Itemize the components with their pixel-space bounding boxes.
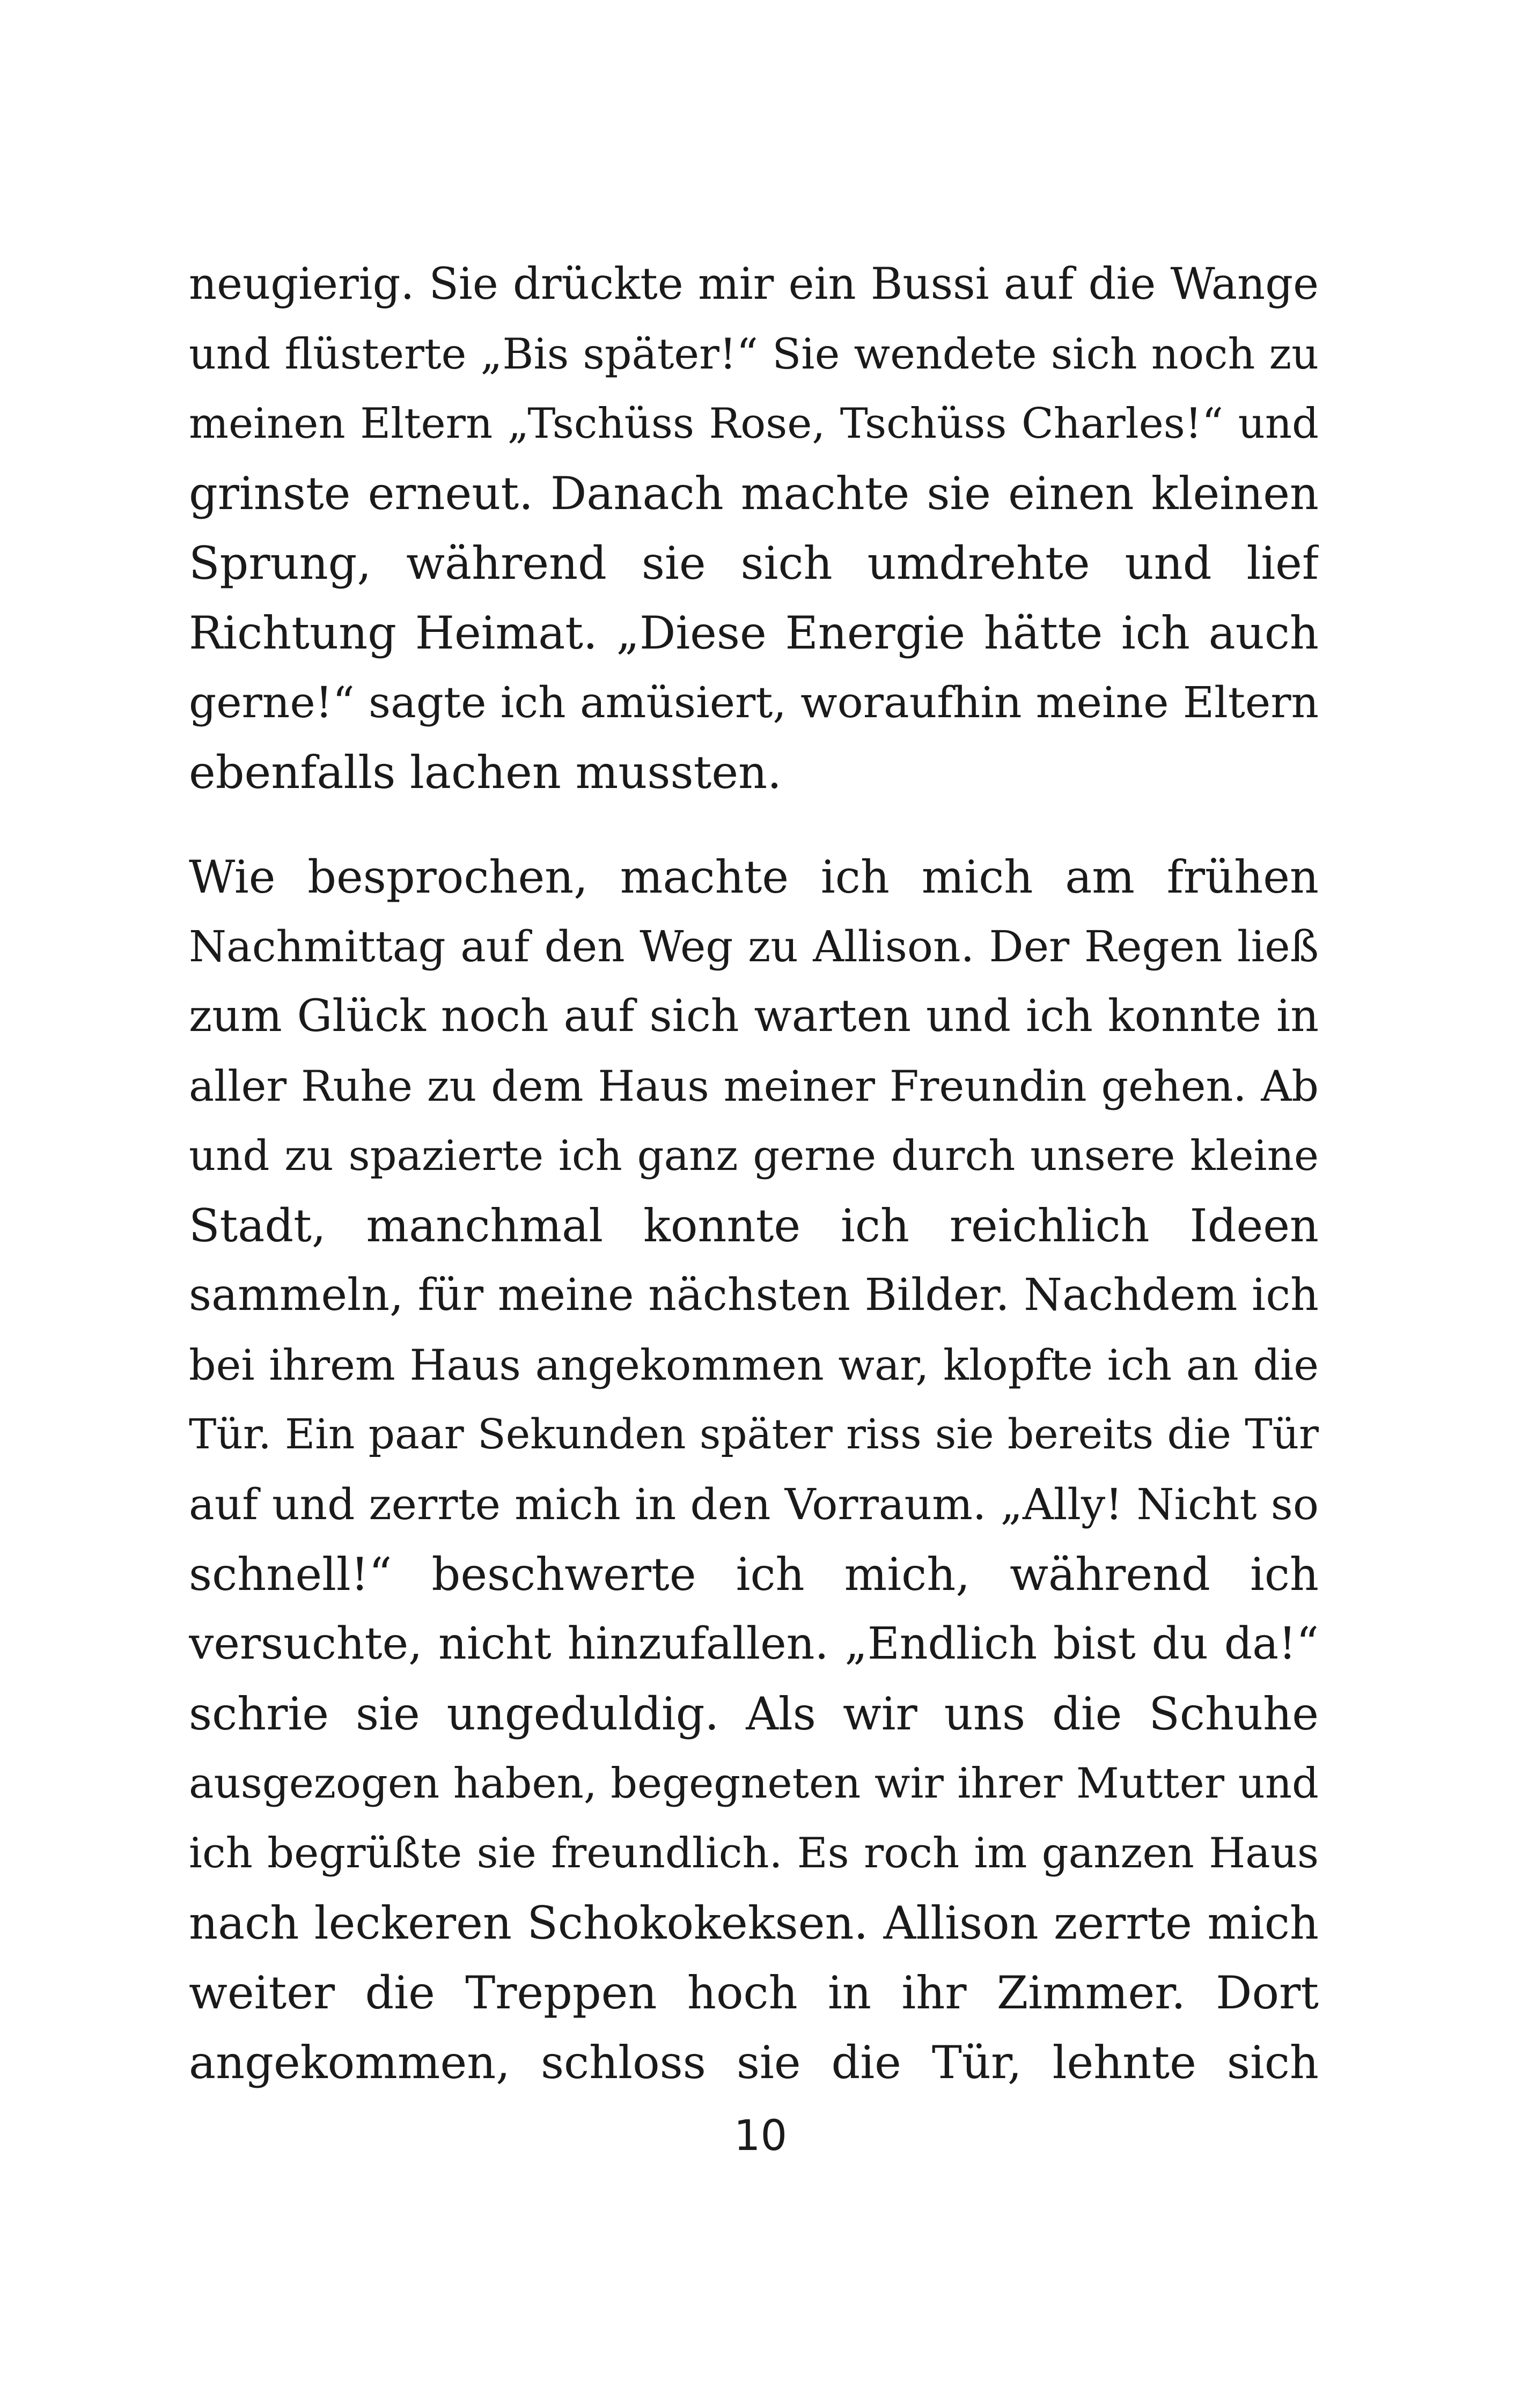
text-line: aller Ruhe zu dem Haus meiner Freundin gehen. Ab bbox=[189, 1062, 1319, 1111]
text-line: Richtung Heimat. „Diese Energie hätte ich auch bbox=[189, 607, 1319, 659]
text-line: und zu spazierte ich ganz gerne durch unsere kleine bbox=[189, 1132, 1319, 1180]
text-line: Nachmittag auf den Weg zu Allison. Der Regen ließ bbox=[189, 922, 1319, 971]
paragraph-2 bbox=[189, 842, 1319, 2097]
text-line: meinen Eltern „Tschüss Rose, Tschüss Charles!“ und bbox=[189, 400, 1319, 448]
text-line: weiter die Treppen hoch in ihr Zimmer. Dort bbox=[189, 1967, 1319, 2019]
text-line: ebenfalls lachen mussten. bbox=[189, 746, 782, 799]
text-line: Wie besprochen, machte ich mich am frühen bbox=[189, 851, 1319, 903]
text-line: nach leckeren Schokokeksen. Allison zerrte mich bbox=[189, 1897, 1319, 1949]
text-line: grinste erneut. Danach machte sie einen kleinen bbox=[189, 467, 1319, 520]
text-line: schrie sie ungeduldig. Als wir uns die Schuhe bbox=[189, 1688, 1319, 1740]
text-line: Stadt, manchmal konnte ich reichlich Ideen bbox=[189, 1199, 1319, 1252]
text-line: versuchte, nicht hinzufallen. „Endlich bist du da!“ bbox=[189, 1618, 1319, 1669]
text-line: schnell!“ beschwerte ich mich, während ich bbox=[189, 1548, 1319, 1601]
text-line: und flüsterte „Bis später!“ Sie wendete sich noch zu bbox=[189, 329, 1319, 379]
text-line: Sprung, während sie sich umdrehte und lief bbox=[189, 537, 1319, 590]
text-line: sammeln, für meine nächsten Bilder. Nachdem ich bbox=[189, 1270, 1319, 1321]
text-line: gerne!“ sagte ich amüsiert, woraufhin meine Eltern bbox=[189, 678, 1319, 727]
text-line: auf und zerrte mich in den Vorraum. „Ally! Nicht so bbox=[189, 1479, 1319, 1529]
text-line: bei ihrem Haus angekommen war, klopfte ich an die bbox=[189, 1341, 1319, 1390]
text-line: Tür. Ein paar Sekunden später riss sie bereits die Tür bbox=[189, 1411, 1319, 1459]
text-line: neugierig. Sie drückte mir ein Bussi auf die Wange bbox=[189, 259, 1319, 310]
text-line: ich begrüßte sie freundlich. Es roch im ganzen Haus bbox=[189, 1829, 1319, 1877]
paragraph-1 bbox=[189, 249, 1319, 807]
page-number: 10 bbox=[733, 2112, 788, 2160]
text-line: ausgezogen haben, begegneten wir ihrer Mutter und bbox=[189, 1759, 1319, 1808]
text-line: angekommen, schloss sie die Tür, lehnte sich bbox=[189, 2036, 1319, 2089]
text-line: zum Glück noch auf sich warten und ich konnte in bbox=[189, 991, 1319, 1042]
